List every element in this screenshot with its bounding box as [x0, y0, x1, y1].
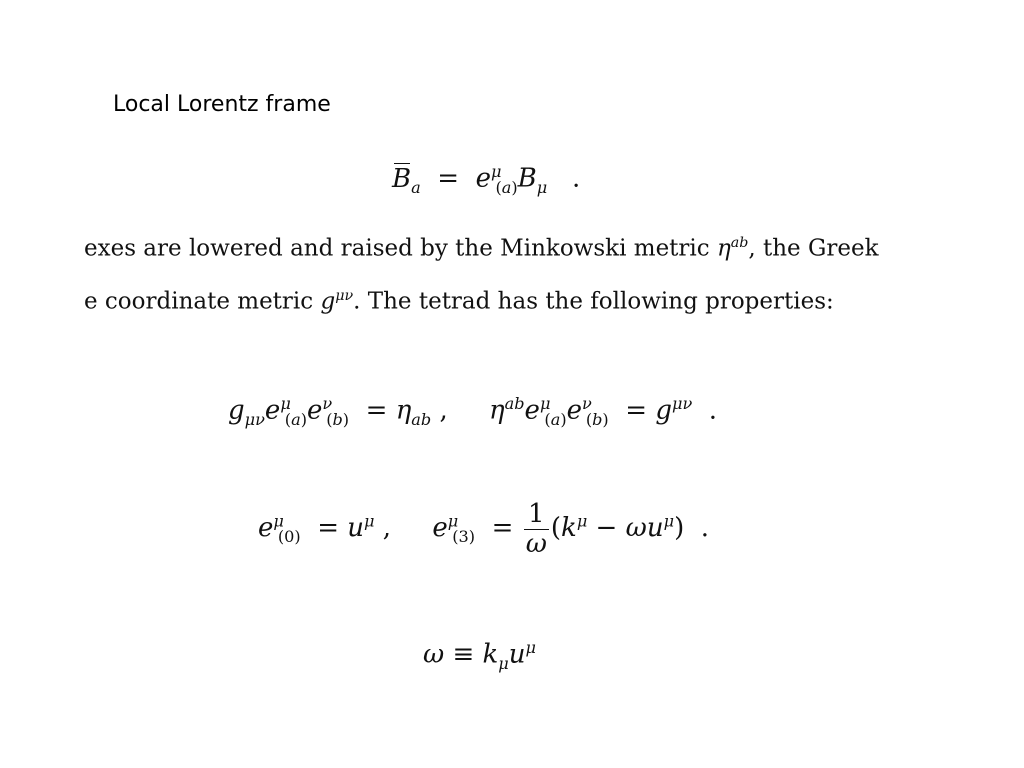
slide-title: Local Lorentz frame: [113, 92, 331, 117]
equation-omega-definition: $\omega \equiv k_\mu u^\mu$: [423, 638, 537, 673]
text-line-1: exes are lowered and raised by the Minkowski metric $\eta^{ab}$, the Greek: [84, 235, 879, 262]
equation-projection: $B_a = e^\mu_{(a)}B_\mu$ .: [392, 162, 581, 197]
equation-tetrad-vectors: $e^\mu_{(0)} = u^\mu$ , $e^\mu_{(3)}$ = $\frac{1}{\omega}$ $(k^\mu - \omega u^\mu)$ .: [258, 499, 709, 559]
text-line-2: e coordinate metric $g^{\mu\nu}$. The tetrad has the following properties:: [84, 288, 834, 315]
equation-tetrad-orthonormality: $g_{\mu\nu}e^\mu_{(a)}e^\nu_{(b)} = \eta_{ab}$ , $\eta^{ab}e^\mu_{(a)}e^\nu_{(b)} = g^{\mu\nu}$ .: [228, 394, 718, 429]
